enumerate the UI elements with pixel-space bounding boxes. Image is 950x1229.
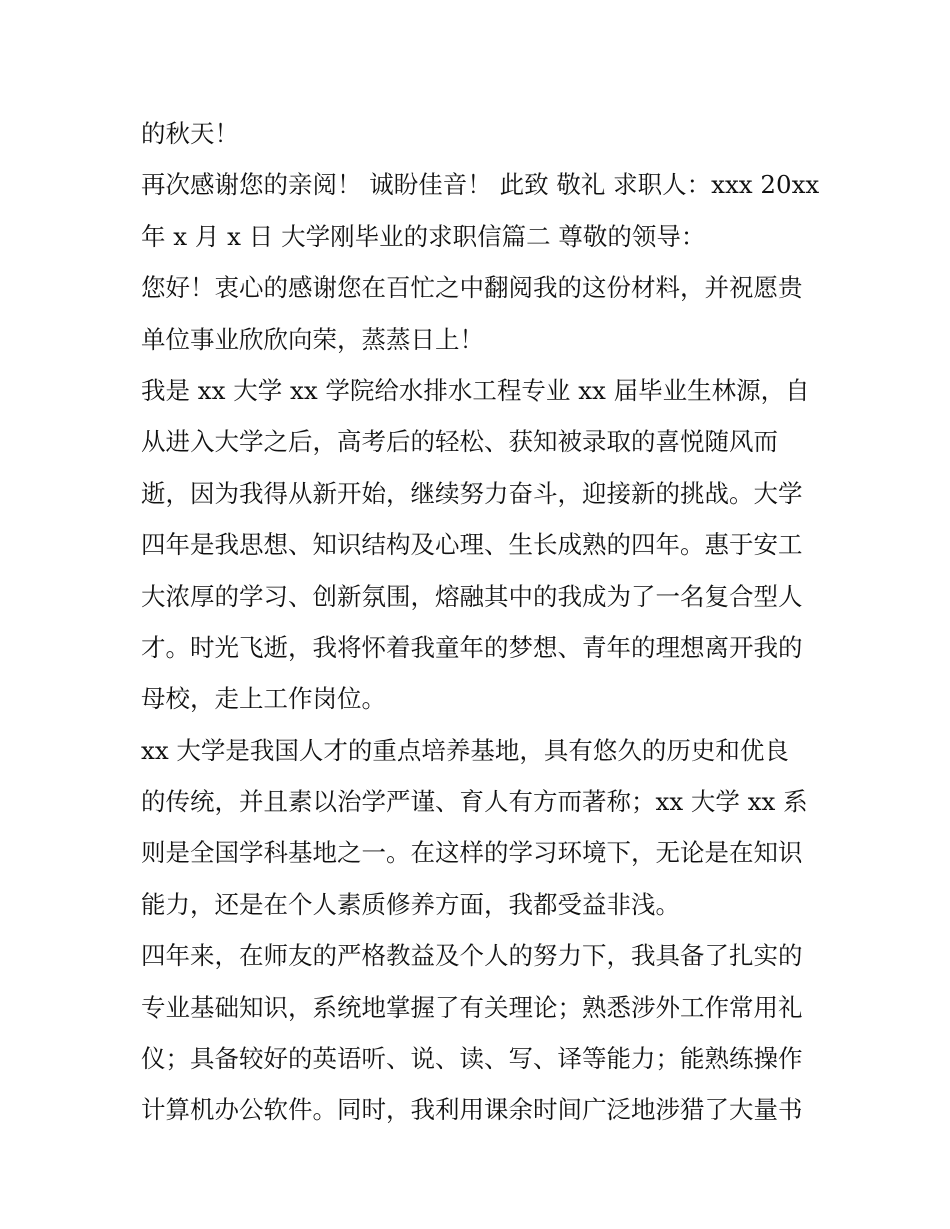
text-line: 四年来，在师友的严格教益及个人的努力下，我具备了扎实的 xyxy=(141,941,803,971)
text-line: 的传统，并且素以治学严谨、育人有方而著称；xx 大学 xx 系 xyxy=(141,787,808,817)
text-line: 您好！衷心的感谢您在百忙之中翻阅我的这份材料，并祝愿贵 xyxy=(141,273,803,303)
text-line: 专业基础知识，系统地掌握了有关理论；熟悉涉外工作常用礼 xyxy=(141,992,803,1022)
text-line: 能力，还是在个人素质修养方面，我都受益非浅。 xyxy=(141,889,680,919)
document-body xyxy=(141,108,820,1136)
text-line: 年 x 月 x 日 大学刚毕业的求职信篇二 尊敬的领导： xyxy=(141,221,706,251)
text-line: 再次感谢您的亲阅！ 诚盼佳音！ 此致 敬礼 求职人：xxx 20xx xyxy=(141,170,820,200)
text-line: 逝，因为我得从新开始，继续努力奋斗，迎接新的挑战。大学 xyxy=(141,478,803,508)
text-line: 母校，走上工作岗位。 xyxy=(141,684,386,714)
text-line: 的秋天！ xyxy=(141,119,239,148)
text-line: xx 大学是我国人才的重点培养基地，具有悠久的历史和优良 xyxy=(141,735,789,765)
text-line: 则是全国学科基地之一。在这样的学习环境下，无论是在知识 xyxy=(141,838,803,868)
text-line: 四年是我思想、知识结构及心理、生长成熟的四年。惠于安工 xyxy=(141,530,803,560)
text-line: 大浓厚的学习、创新氛围，熔融其中的我成为了一名复合型人 xyxy=(141,581,803,611)
text-line: 我是 xx 大学 xx 学院给水排水工程专业 xx 届毕业生林源，自 xyxy=(141,375,810,405)
text-line: 单位事业欣欣向荣，蒸蒸日上！ xyxy=(141,324,484,354)
text-line: 仪；具备较好的英语听、说、读、写、译等能力；能熟练操作 xyxy=(141,1044,803,1074)
text-line: 从进入大学之后，高考后的轻松、获知被录取的喜悦随风而 xyxy=(141,427,778,457)
text-line: 计算机办公软件。同时，我利用课余时间广泛地涉猎了大量书 xyxy=(141,1095,803,1125)
text-line: 才。时光飞逝，我将怀着我童年的梦想、青年的理想离开我的 xyxy=(141,632,803,662)
